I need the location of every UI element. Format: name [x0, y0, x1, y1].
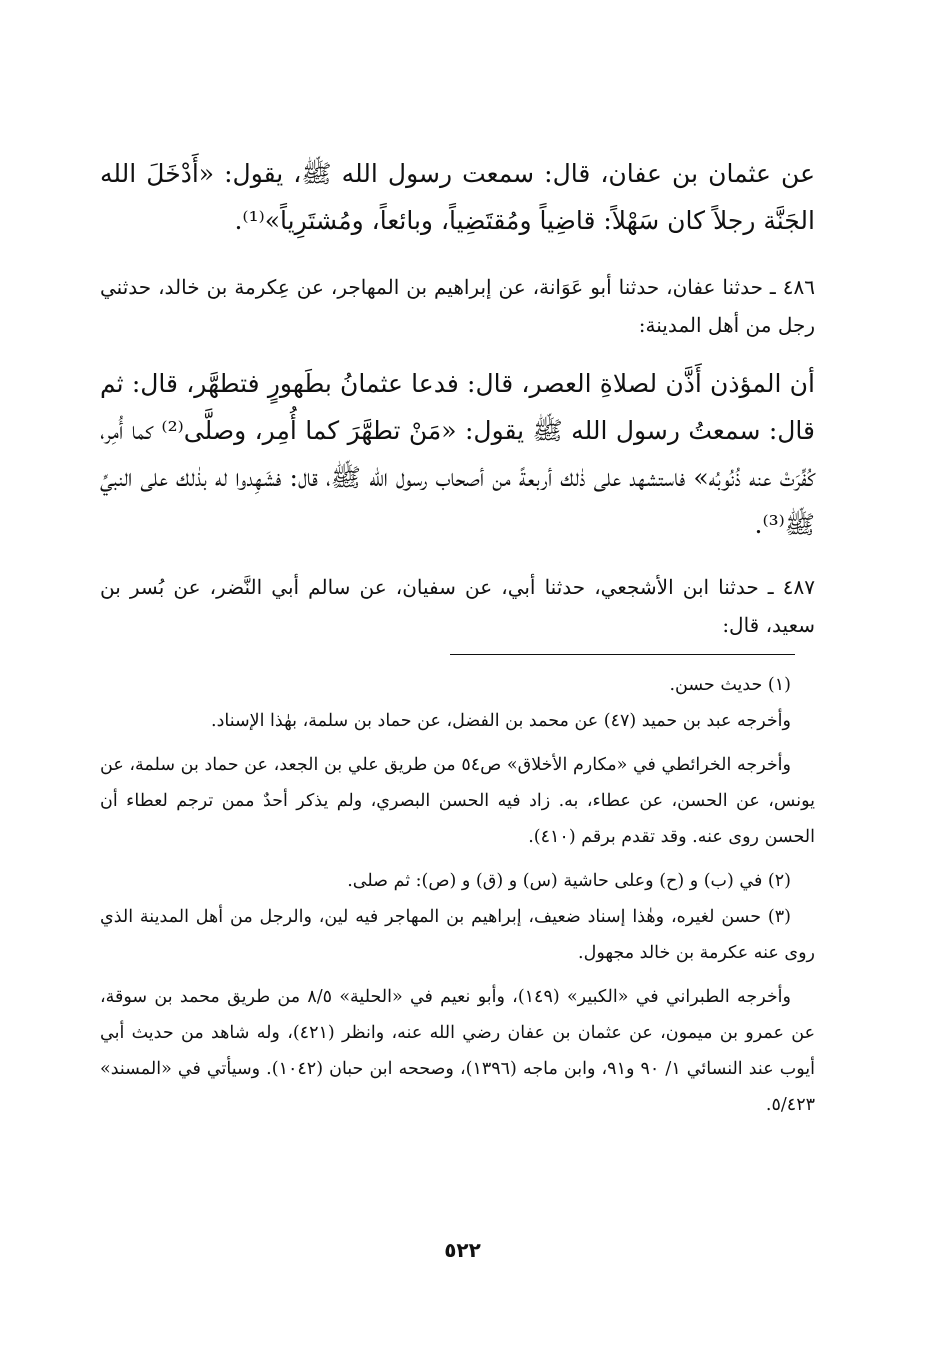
- page-body: [100, 150, 815, 1270]
- hadith-487-isnad: ٤٨٧ ـ حدثنا ابن الأشجعي، حدثنا أبي، عن سفيان، عن سالم أبي النَّضر، عن بُسر بن سعيد، قال:: [100, 575, 815, 637]
- footnote-divider: [450, 654, 795, 655]
- hadith-486-matn: أن المؤذن أَذَّن لصلاةِ العصر، قال: فدعا عثمانُ بطَهورٍ فتطهَّر، قال: ثم قال: سمعتُ رسول الله ﷺ يقول: «مَنْ تطهَّرَ كما أُمِر، وصلَّى⁽²⁾ كما أُمِر، كُفِّرَتْ عنه ذُنُوبُه» فاستشهد على ذٰلك أربعةً من أصحاب رسول الله ﷺ، قال: فشَهِدوا له بذٰلك على النبيِّ ﷺ⁽³⁾.: [100, 369, 815, 539]
- footnote-3: (٣) حسن لغيره، وهٰذا إسناد ضعيف، إبراهيم بن المهاجر فيه لين، والرجل من أهل المدينة الذي روى عنه عكرمة بن خالد مجهول.: [100, 907, 815, 963]
- footnote-1-source-a: وأخرجه عبد بن حميد (٤٧) عن محمد بن الفضل، عن حماد بن سلمة، بهٰذا الإسناد.: [211, 711, 791, 731]
- hadith-486-isnad: ٤٨٦ ـ حدثنا عفان، حدثنا أبو عَوَانة، عن إبراهيم بن المهاجر، عن عِكرمة بن خالد، حدثني رجل من أهل المدينة:: [100, 275, 815, 337]
- hadith-485-ending: عن عثمان بن عفان، قال: سمعت رسول الله ﷺ، يقول: «أَدْخَلَ الله الجَنَّة رجلاً كان سَهْلاً: قاضِياً ومُقتَضِياً، وبائعاً، ومُشتَرِياً»⁽¹⁾.: [100, 159, 815, 235]
- footnote-1: (١) حديث حسن.: [669, 675, 791, 695]
- footnote-3-sources: وأخرجه الطبراني في «الكبير» (١٤٩)، وأبو نعيم في «الحلية» ٨/٥ من طريق محمد بن سوقة، عن عمرو بن ميمون، عن عثمان بن عفان رضي الله عنه، وانظر (٤٢١)، وله شاهد من حديث أبي أيوب عند النسائي ١/ ٩٠ و٩١، وابن ماجه (١٣٩٦)، وصححه ابن حبان (١٠٤٢). وسيأتي في «المسند» ٥/٤٢٣.: [100, 987, 816, 1115]
- footnote-1-source-b: وأخرجه الخرائطي في «مكارم الأخلاق» ص٥٤ من طريق علي بن الجعد، عن حماد بن سلمة، عن يونس، عن الحسن، عن عطاء، به. زاد فيه الحسن البصري، ولم يذكر أحدٌ ممن ترجم لعطاء أن الحسن روى عنه. وقد تقدم برقم (٤١٠).: [100, 755, 815, 847]
- footnotes: [100, 667, 815, 1123]
- page-number: ٥٢٢: [444, 1238, 481, 1262]
- footnote-2: (٢) في (ب) و (ح) وعلى حاشية (س) و (ق) و (ص): ثم صلى.: [347, 871, 791, 891]
